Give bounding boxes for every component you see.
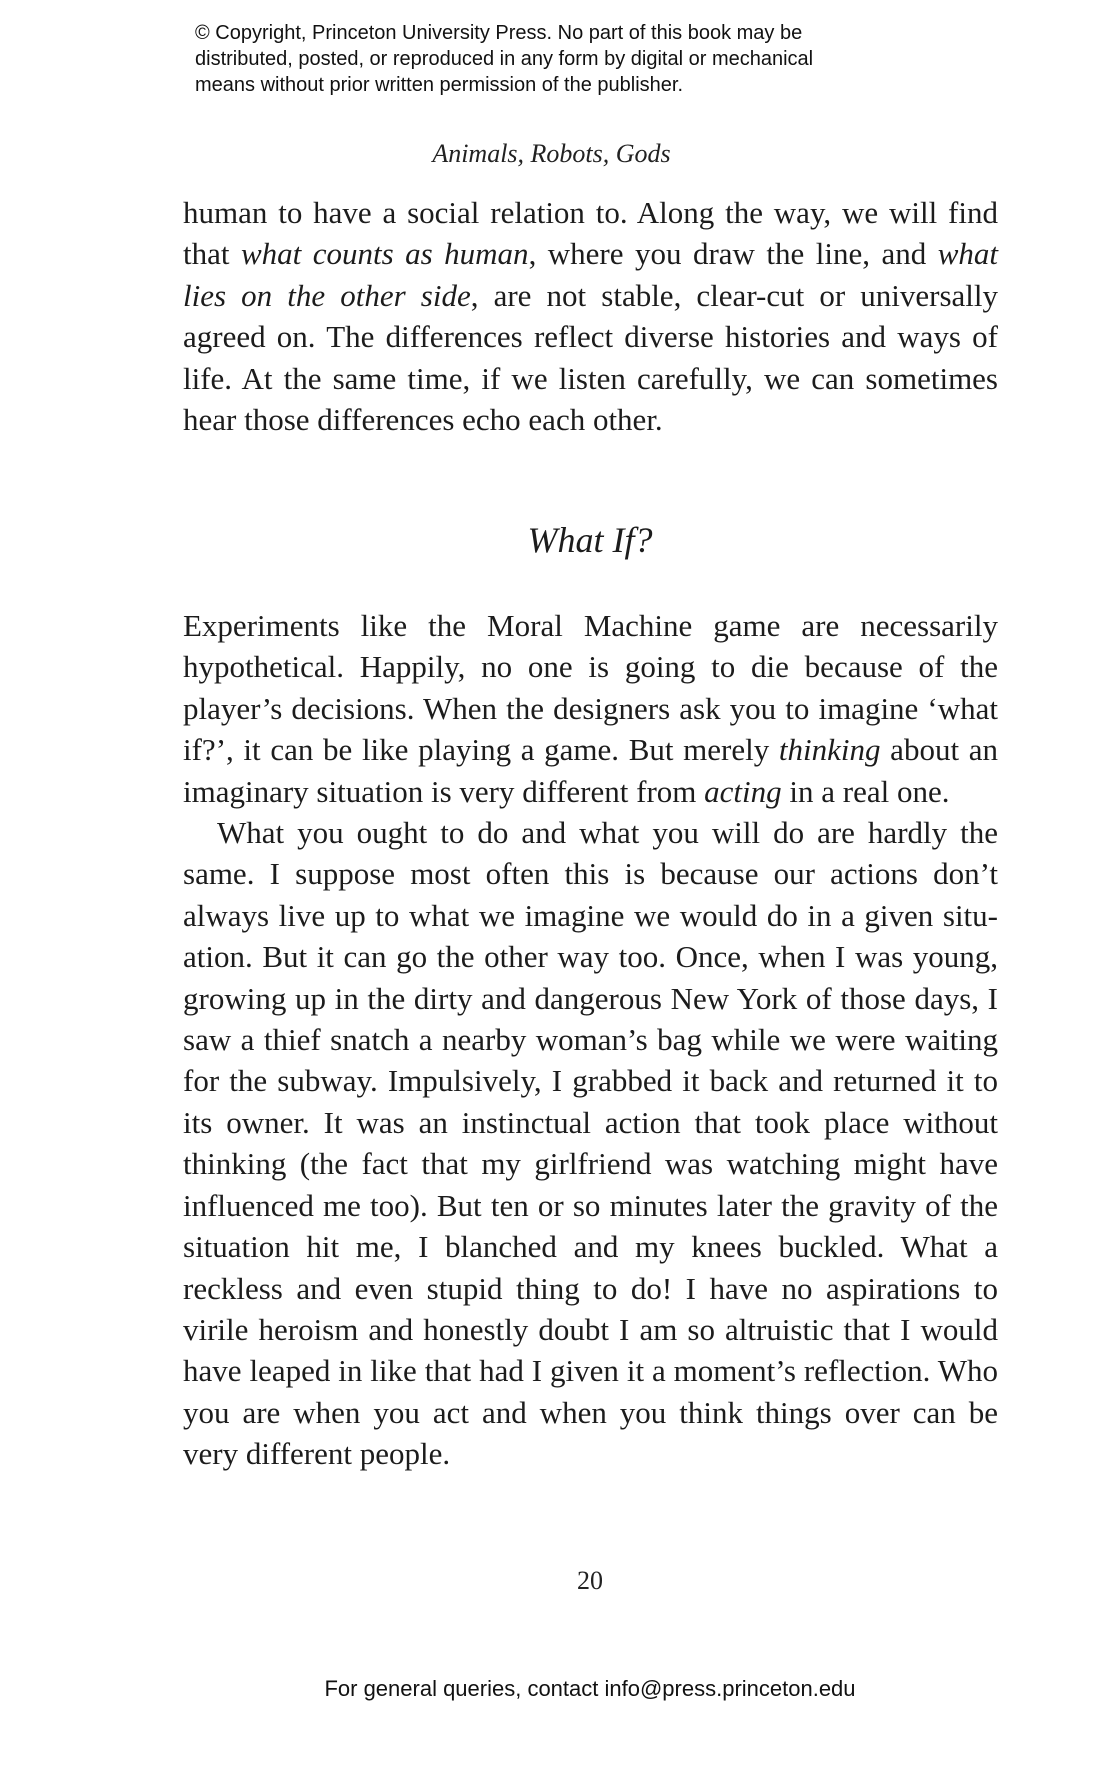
text-run: human to have a social relation to. Along the way, we will find that xyxy=(183,195,998,272)
emphasis-text: what lies on the other side xyxy=(183,236,998,313)
copyright-line: distributed, posted, or reproduced in any form by digital or mechanical xyxy=(195,48,814,70)
footer-contact: For general queries, contact info@press.princeton.edu xyxy=(324,1676,856,1701)
text-run: in a real one. xyxy=(781,773,950,809)
paragraph-continued xyxy=(183,192,998,440)
copyright-notice xyxy=(195,20,955,98)
section-heading: What If? xyxy=(527,520,653,560)
paragraph-text: What you ought to do and what you will do are hardly the same. I suppose most often this is because our actions don’t always live up to what we imagine we would do in a given situation. But it can go the other way too. Once, when I was young, growing up in the dirty and dangerous New York of those days, I saw a thief snatch a nearby woman’s bag while we were waiting for the subway. Impulsively, I grabbed it back and returned it to its owner. It was an instinctual action that took place without thinking (the fact that my girlfriend was watching might have influenced me too). But ten or so minutes later the gravity of the situation hit me, I blanched and my knees buckled. What a reckless and even stupid thing to do! I have no aspirations to virile heroism and honestly doubt I am so altruistic that I would have leaped in like that had I given it a moment’s reflection. Who you are when you act and when you think things over can be very different people. xyxy=(183,815,998,1472)
page-number: 20 xyxy=(577,1566,603,1595)
text-run: , where you draw the line, and xyxy=(528,236,938,272)
copyright-line: means without prior written permission of the publisher. xyxy=(195,74,684,96)
emphasis-text: what counts as human xyxy=(240,236,529,272)
text-run: Experiments like the Moral Machine game are necessarily hypothetical. Happily, no one is going to die because of the player’s decisions. When the designers ask you to imagine ‘what if?’, it can be like playing a game. But merely xyxy=(183,608,998,768)
running-head: Animals, Robots, Gods xyxy=(432,139,671,168)
text-run: about an imaginary situation is very different from xyxy=(183,732,998,809)
text-run: , are not stable, clear-cut or universally agreed on. The differences reflect diverse histories and ways of life. At the same time, if we listen carefully, we can sometimes hear those differences echo each other. xyxy=(183,277,998,438)
paragraph-text xyxy=(183,192,998,440)
copyright-line: © Copyright, Princeton University Press. No part of this book may be xyxy=(195,22,803,44)
paragraph-text xyxy=(183,605,998,812)
section-body xyxy=(183,605,998,1475)
emphasis-text: thinking xyxy=(778,732,881,768)
emphasis-text: acting xyxy=(704,773,782,809)
